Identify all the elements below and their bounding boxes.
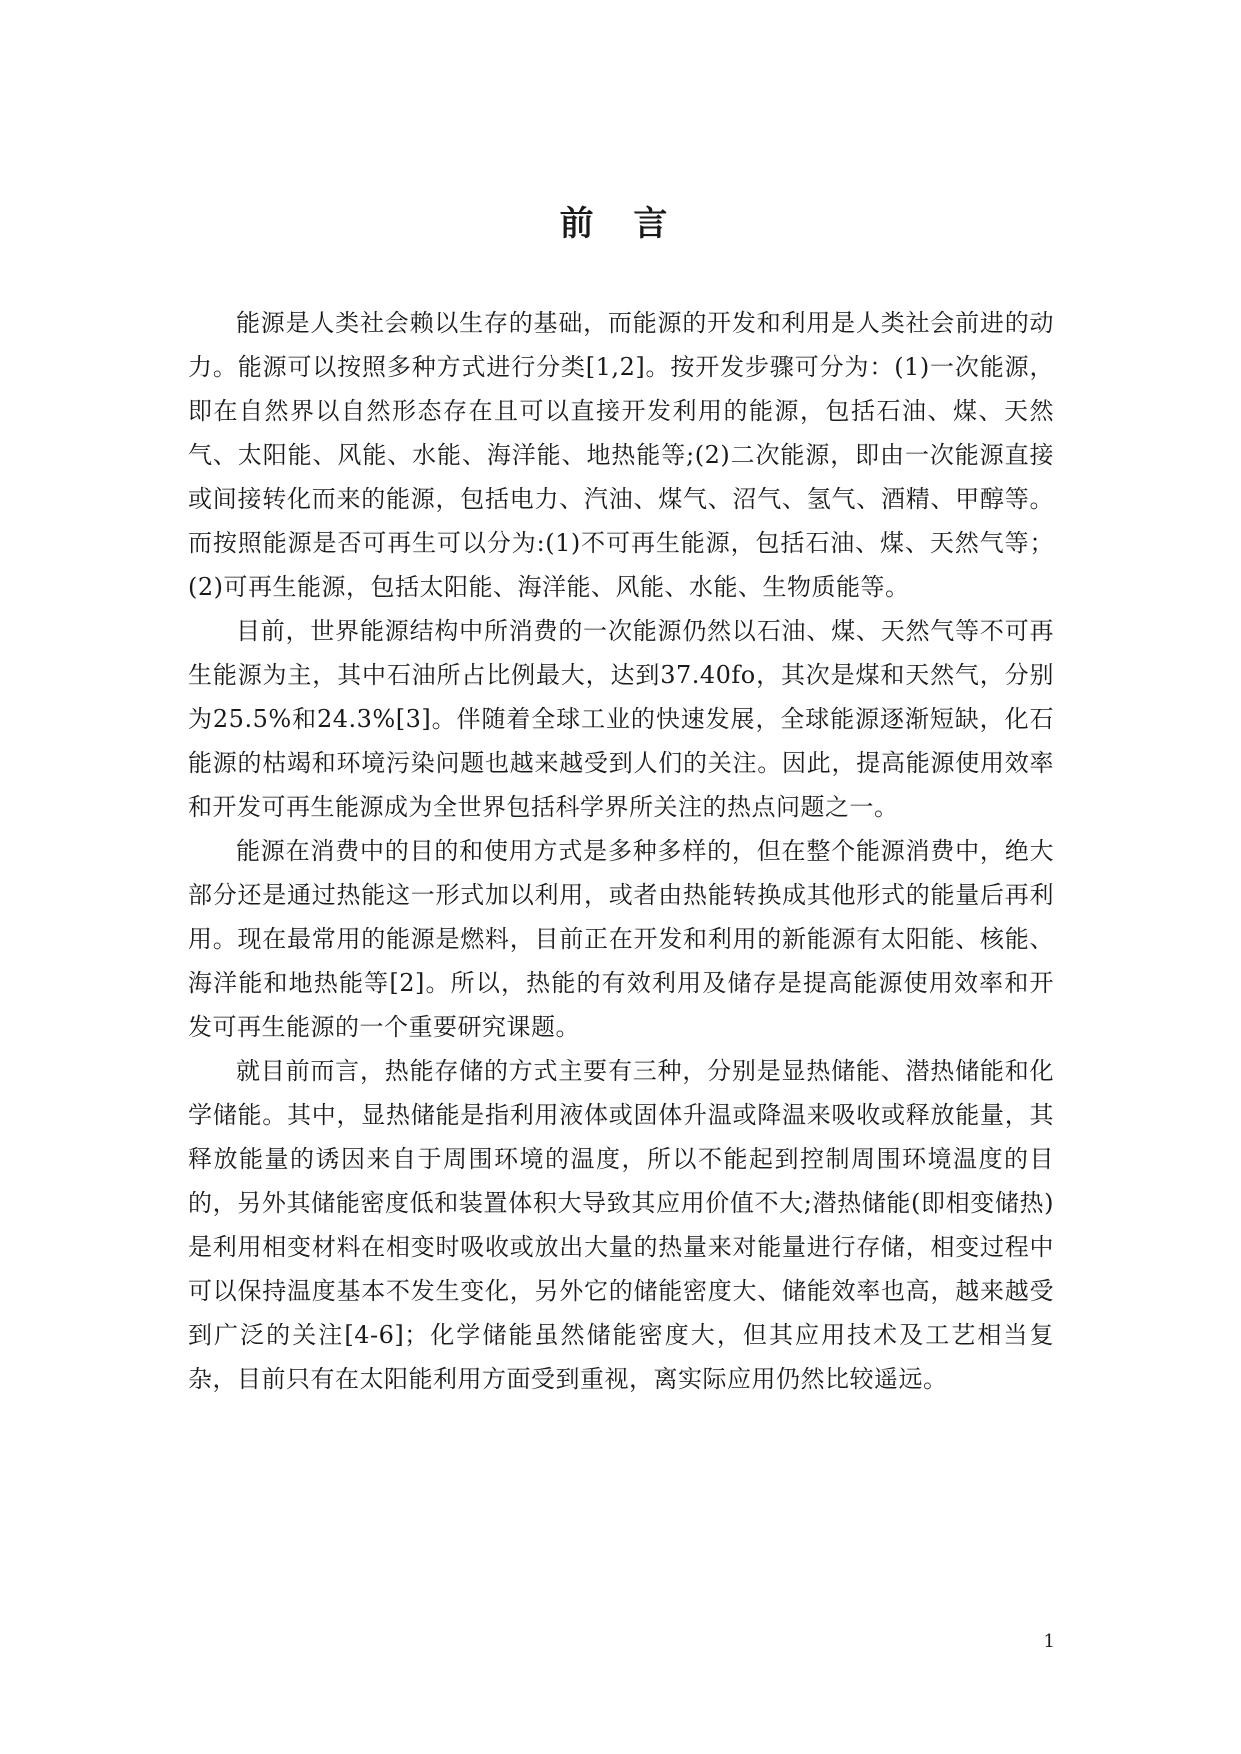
body-text xyxy=(188,301,1054,1401)
page-title: 前 言 xyxy=(559,204,682,244)
paragraph-2: 目前，世界能源结构中所消费的一次能源仍然以石油、煤、天然气等不可再生能源为主，其中石油所占比例最大，达到37.40fo，其次是煤和天然气，分别为25.5%和24.3%[3]。伴随着全球工业的快速发展，全球能源逐渐短缺，化石能源的枯竭和环境污染问题也越来越受到人们的关注。因此，提高能源使用效率和开发可再生能源成为全世界包括科学界所关注的热点问题之一。 xyxy=(188,617,1054,821)
paragraph-1: 能源是人类社会赖以生存的基础，而能源的开发和利用是人类社会前进的动力。能源可以按照多种方式进行分类[1,2]。按开发步骤可分为：(1)一次能源，即在自然界以自然形态存在且可以直接开发利用的能源，包括石油、煤、天然气、太阳能、风能、水能、海洋能、地热能等;(2)二次能源，即由一次能源直接或间接转化而来的能源，包括电力、汽油、煤气、沼气、氢气、酒精、甲醇等。而按照能源是否可再生可以分为:(1)不可再生能源，包括石油、煤、天然气等；(2)可再生能源，包括太阳能、海洋能、风能、水能、生物质能等。 xyxy=(188,309,1054,601)
paragraph-4: 就目前而言，热能存储的方式主要有三种，分别是显热储能、潜热储能和化学储能。其中，显热储能是指利用液体或固体升温或降温来吸收或释放能量，其释放能量的诱因来自于周围环境的温度，所以不能起到控制周围环境温度的目的，另外其储能密度低和装置体积大导致其应用价值不大;潜热储能(即相变储热)是利用相变材料在相变时吸收或放出大量的热量来对能量进行存储，相变过程中可以保持温度基本不发生变化，另外它的储能密度大、储能效率也高，越来越受到广泛的关注[4-6]；化学储能虽然储能密度大，但其应用技术及工艺相当复杂，目前只有在太阳能利用方面受到重视，离实际应用仍然比较遥远。 xyxy=(188,1057,1054,1393)
page-number: 1 xyxy=(1043,1631,1055,1652)
paragraph-3: 能源在消费中的目的和使用方式是多种多样的，但在整个能源消费中，绝大部分还是通过热能这一形式加以利用，或者由热能转换成其他形式的能量后再利用。现在最常用的能源是燃料，目前正在开发和利用的新能源有太阳能、核能、海洋能和地热能等[2]。所以，热能的有效利用及储存是提高能源使用效率和开发可再生能源的一个重要研究课题。 xyxy=(188,837,1054,1041)
